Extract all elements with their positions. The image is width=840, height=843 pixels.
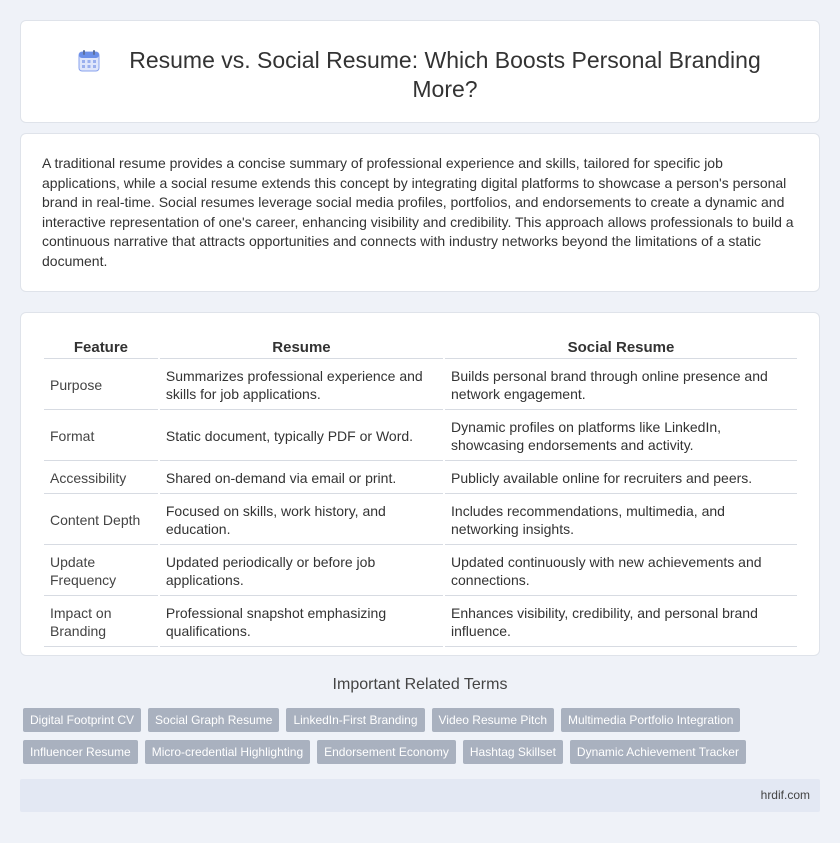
related-terms-tags [23, 708, 823, 772]
table-row [44, 463, 797, 494]
resume-cell: Focused on skills, work history, and education. [160, 496, 443, 545]
comparison-table [42, 333, 799, 649]
feature-cell: Impact on Branding [44, 598, 158, 647]
header-social-resume: Social Resume [445, 335, 797, 359]
resume-cell: Professional snapshot emphasizing qualifications. [160, 598, 443, 647]
tag-row [23, 740, 823, 764]
feature-cell: Accessibility [44, 463, 158, 494]
header-feature: Feature [44, 335, 158, 359]
table-row [44, 361, 797, 410]
social-resume-cell: Publicly available online for recruiters and peers. [445, 463, 797, 494]
comparison-card [20, 312, 820, 656]
tag-dynamic-achievement-tracker[interactable]: Dynamic Achievement Tracker [570, 740, 746, 764]
header-resume: Resume [160, 335, 443, 359]
resume-cell: Shared on-demand via email or print. [160, 463, 443, 494]
tag-endorsement-economy[interactable]: Endorsement Economy [317, 740, 456, 764]
social-resume-cell: Includes recommendations, multimedia, and networking insights. [445, 496, 797, 545]
feature-cell: Update Frequency [44, 547, 158, 596]
social-resume-cell: Updated continuously with new achievements and connections. [445, 547, 797, 596]
tag-social-graph-resume[interactable]: Social Graph Resume [148, 708, 279, 732]
tag-hashtag-skillset[interactable]: Hashtag Skillset [463, 740, 563, 764]
intro-paragraph: A traditional resume provides a concise summary of professional experience and skills, tailored for specific job applications, while a social resume extends this concept by integrating digital platforms to showcase a person's personal brand in real-time. Social resumes leverage social media profiles, portfolios, and endorsements to create a dynamic and interactive representation of one's career, enhancing visibility and credibility. This approach allows professionals to build a continuous narrative that attracts opportunities and connects with industry networks beyond the limitations of a static document. [42, 155, 794, 269]
table-row [44, 547, 797, 596]
social-resume-cell: Enhances visibility, credibility, and personal brand influence. [445, 598, 797, 647]
feature-cell: Format [44, 412, 158, 461]
table-header-row [44, 335, 797, 359]
social-resume-cell: Builds personal brand through online presence and network engagement. [445, 361, 797, 410]
title-card [20, 20, 820, 123]
footer [20, 779, 820, 812]
table-row [44, 598, 797, 647]
tag-video-resume-pitch[interactable]: Video Resume Pitch [432, 708, 555, 732]
feature-cell: Content Depth [44, 496, 158, 545]
tag-row [23, 708, 823, 732]
related-terms-title: Important Related Terms [332, 676, 508, 693]
resume-cell: Summarizes professional experience and skills for job applications. [160, 361, 443, 410]
tag-linkedin-first-branding[interactable]: LinkedIn-First Branding [286, 708, 424, 732]
resume-cell: Static document, typically PDF or Word. [160, 412, 443, 461]
table-row [44, 496, 797, 545]
resume-cell: Updated periodically or before job applications. [160, 547, 443, 596]
tag-digital-footprint-cv[interactable]: Digital Footprint CV [23, 708, 141, 732]
tag-influencer-resume[interactable]: Influencer Resume [23, 740, 138, 764]
tag-micro-credential-highlighting[interactable]: Micro-credential Highlighting [145, 740, 310, 764]
social-resume-cell: Dynamic profiles on platforms like LinkedIn, showcasing endorsements and activity. [445, 412, 797, 461]
table-row [44, 412, 797, 461]
page-title: Resume vs. Social Resume: Which Boosts Personal Branding More? [129, 47, 761, 102]
intro-card [20, 133, 820, 292]
tag-multimedia-portfolio-integration[interactable]: Multimedia Portfolio Integration [561, 708, 740, 732]
footer-site-link[interactable]: hrdif.com [760, 788, 810, 802]
feature-cell: Purpose [44, 361, 158, 410]
